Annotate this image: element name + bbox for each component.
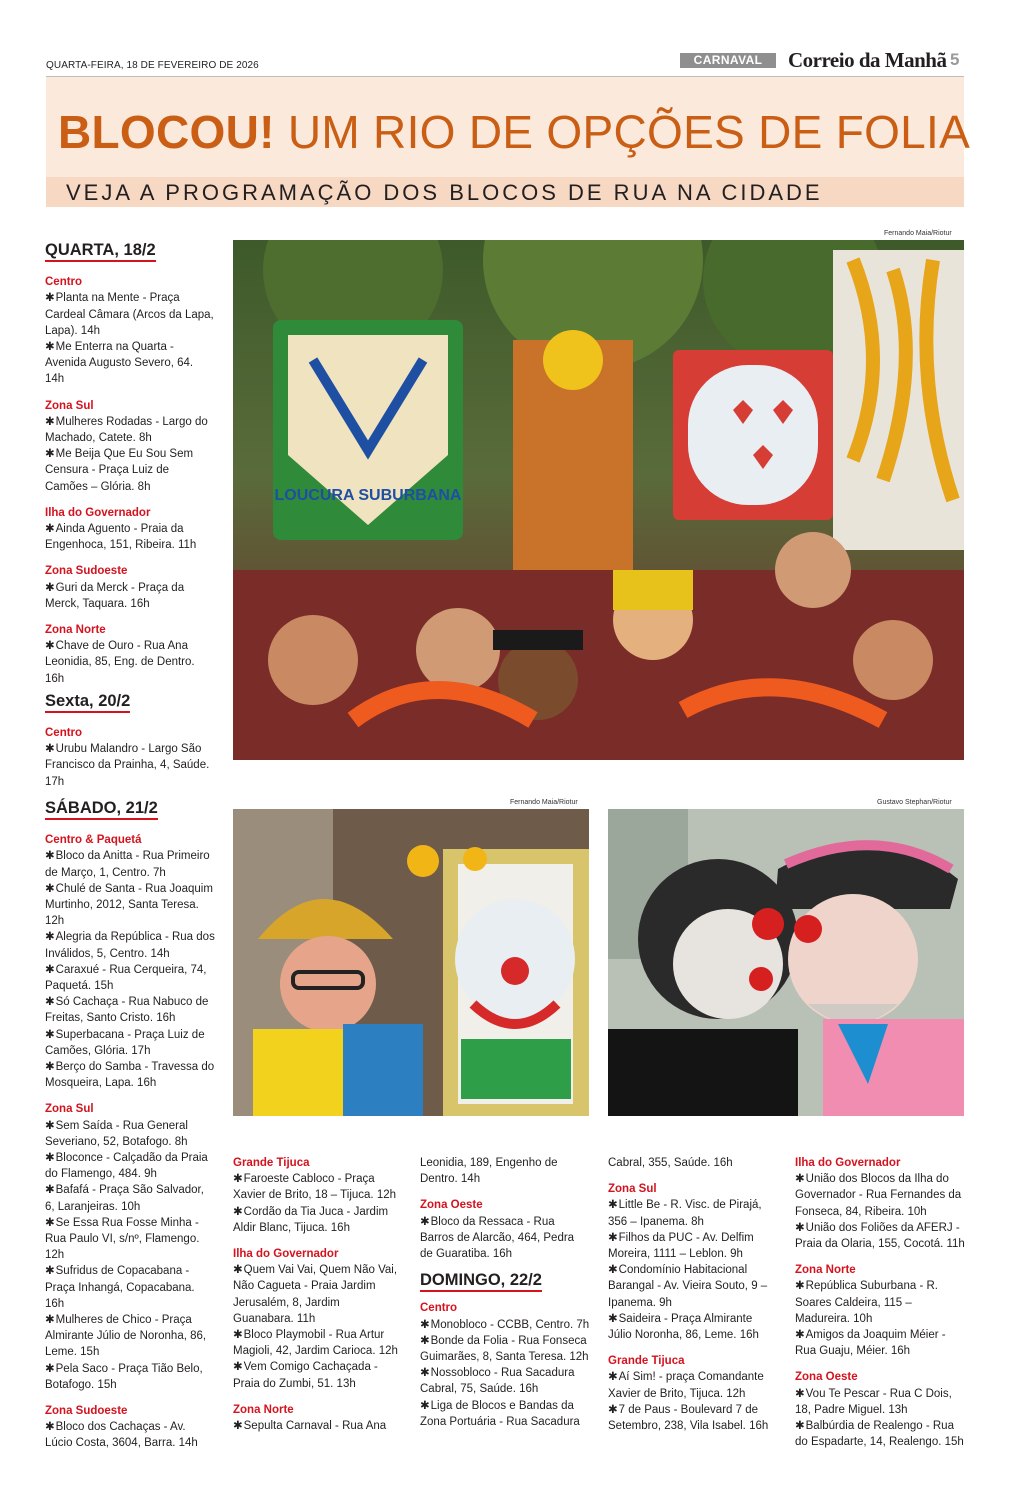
list-item: ✱7 de Paus - Boulevard 7 de Setembro, 238, Vila Isabel. 16h	[608, 1403, 769, 1433]
list-item: ✱Bloco dos Cachaças - Av. Lúcio Costa, 3604, Barra. 14h	[45, 1421, 198, 1450]
list-item: ✱Bonde da Folia - Rua Fonseca Guimarães, 8, Santa Teresa. 12h	[420, 1334, 589, 1364]
photo-credit-left: Fernando Maia/Riotur	[510, 799, 578, 806]
headline	[58, 103, 970, 161]
column-3	[420, 1155, 590, 1430]
day-heading: Sexta, 20/2	[45, 693, 130, 713]
list-item: ✱Bloconce - Calçadão da Praia do Flamengo, 484. 9h	[45, 1151, 208, 1181]
list-item: ✱Sem Saída - Rua General Severiano, 52, Botafogo. 8h	[45, 1119, 188, 1148]
column-5	[795, 1155, 965, 1450]
list-item: ✱Vou Te Pescar - Rua C Dois, 18, Padre Miguel. 13h	[795, 1387, 952, 1416]
list-item: ✱República Suburbana - R. Soares Caldeira, 115 – Madureira. 10h	[795, 1280, 938, 1325]
list-item: ✱Monobloco - CCBB, Centro. 7h	[420, 1318, 590, 1331]
region-heading: Zona Sul	[608, 1183, 657, 1196]
banner-text: LOUCURA SUBURBANA	[274, 487, 462, 504]
list-item: ✱Bloco da Anitta - Rua Primeiro de Março, 1, Centro. 7h	[45, 850, 210, 879]
list-item: ✱Saideira - Praça Almirante Júlio Noronha, 86, Leme. 16h	[608, 1312, 759, 1342]
page-number: 5	[950, 50, 960, 69]
list-item: ✱União dos Foliões da AFERJ - Praia da Olaria, 155, Cocotá. 11h	[795, 1221, 965, 1251]
region-heading: Centro & Paquetá	[45, 834, 142, 847]
headline-rest: UM RIO DE OPÇÕES DE FOLIA	[287, 106, 971, 158]
region-heading: Ilha do Governador	[795, 1157, 901, 1169]
list-item: ✱Condomínio Habitacional Barangal - Av. Vieira Souto, 9 – Ipanema. 9h	[608, 1264, 768, 1309]
region-heading: Zona Norte	[233, 1403, 294, 1416]
list-item: ✱Bloco Playmobil - Rua Artur Magioli, 42, Jardim Carioca. 12h	[233, 1329, 398, 1358]
list-item: ✱Chulé de Santa - Rua Joaquim Murtinho, 2012, Santa Teresa. 12h	[45, 882, 213, 928]
region-heading: Zona Norte	[45, 624, 106, 637]
list-item: ✱Alegria da República - Rua dos Inválidos, 5, Centro. 14h	[45, 931, 215, 960]
region-heading: Zona Sul	[45, 399, 94, 412]
list-item: ✱Cordão da Tia Juca - Jardim Aldir Blanc, Tijuca. 16h	[233, 1205, 389, 1234]
list-item: ✱Urubu Malandro - Largo São Francisco da Prainha, 4, Saúde. 17h	[45, 743, 210, 788]
region-heading: Zona Oeste	[795, 1371, 858, 1384]
main-photo	[233, 240, 964, 760]
list-item: ✱Amigos da Joaquim Méier - Rua Guaju, Méier. 16h	[795, 1329, 946, 1358]
list-item: ✱Bloco da Ressaca - Rua Barros de Alarcão, 464, Pedra de Guaratiba. 16h	[420, 1215, 575, 1261]
kiss-photo	[608, 809, 964, 1116]
list-item: ✱Me Enterra na Quarta - Avenida Augusto Severo, 64. 14h	[45, 341, 194, 386]
day-heading: DOMINGO, 22/2	[420, 1272, 542, 1292]
list-item: ✱Chave de Ouro - Rua Ana Leonidia, 85, Eng. de Dentro. 16h	[45, 640, 195, 685]
column-1	[45, 240, 215, 1452]
list-item: ✱Pela Saco - Praça Tião Belo, Botafogo. 15h	[45, 1362, 203, 1391]
subtitle: VEJA A PROGRAMAÇÃO DOS BLOCOS DE RUA NA CIDADE	[66, 180, 823, 205]
list-item: ✱Guri da Merck - Praça da Merck, Taquara. 16h	[45, 581, 185, 610]
region-heading: Grande Tijuca	[233, 1157, 310, 1169]
headline-highlight: BLOCOU!	[58, 106, 275, 158]
list-item: ✱Quem Vai Vai, Quem Não Vai, Não Cagueta - Praia Jardim Jerusalém, 8, Jardim Guanabara. 11h	[233, 1264, 398, 1325]
column-2	[233, 1155, 403, 1434]
list-item: ✱Sepulta Carnaval - Rua Ana	[233, 1420, 387, 1433]
region-heading: Ilha do Governador	[45, 506, 151, 519]
list-item: ✱União dos Blocos da Ilha do Governador - Rua Fernandes da Fonseca, 84, Ribeira. 10h	[795, 1173, 962, 1218]
list-item: ✱Bafafá - Praça São Salvador, 6, Laranjeiras. 10h	[45, 1184, 204, 1213]
list-item: ✱Aí Sim! - praça Comandante Xavier de Brito, Tijuca. 12h	[608, 1371, 764, 1400]
region-heading: Centro	[420, 1302, 458, 1315]
list-item: ✱Ainda Aguento - Praia da Engenhoca, 151, Ribeira. 11h	[45, 523, 197, 552]
list-item: ✱Me Beija Que Eu Sou Sem Censura - Praça Luiz de Camões – Glória. 8h	[45, 448, 194, 493]
list-item: ✱Mulheres Rodadas - Largo do Machado, Catete. 8h	[45, 415, 208, 445]
list-item: ✱Filhos da PUC - Av. Delfim Moreira, 1111 – Leblon. 9h	[608, 1231, 754, 1261]
issue-date: QUARTA-FEIRA, 18 DE FEVEREIRO DE 2026	[46, 60, 259, 71]
newspaper-name: Correio da Manhã	[788, 48, 947, 72]
list-item-continued: Leonidia, 189, Engenho de Dentro. 14h	[420, 1157, 558, 1186]
region-heading: Zona Sudoeste	[45, 565, 128, 578]
region-heading: Centro	[45, 727, 83, 740]
list-item: ✱Superbacana - Praça Luiz de Camões, Glória. 17h	[45, 1028, 205, 1057]
list-item: ✱Nossobloco - Rua Sacadura Cabral, 75, Saúde. 16h	[420, 1367, 575, 1396]
region-heading: Grande Tijuca	[608, 1355, 685, 1368]
list-item: ✱Faroeste Cabloco - Praça Xavier de Brito, 18 – Tijuca. 12h	[233, 1173, 397, 1202]
list-item: ✱Berço do Samba - Travessa do Mosqueira, Lapa. 16h	[45, 1060, 215, 1090]
region-heading: Ilha do Governador	[233, 1248, 339, 1261]
list-item: ✱Vem Comigo Cachaçada - Praia do Zumbi, 51. 13h	[233, 1361, 378, 1390]
region-heading: Zona Sudoeste	[45, 1405, 128, 1417]
day-heading: SÁBADO, 21/2	[45, 800, 158, 820]
region-heading: Centro	[45, 276, 83, 289]
list-item: ✱Caraxué - Rua Cerqueira, 74, Paquetá. 15h	[45, 963, 207, 992]
region-heading: Zona Oeste	[420, 1199, 483, 1212]
list-item: ✱Se Essa Rua Fosse Minha - Rua Paulo VI, s/nº, Flamengo. 12h	[45, 1216, 200, 1262]
region-heading: Zona Norte	[795, 1264, 856, 1277]
list-item: ✱Só Cachaça - Rua Nabuco de Freitas, Santo Cristo. 16h	[45, 996, 209, 1025]
list-item: ✱Mulheres de Chico - Praça Almirante Júlio de Noronha, 86, Leme. 15h	[45, 1313, 207, 1359]
column-4	[608, 1155, 778, 1434]
region-heading: Zona Sul	[45, 1103, 94, 1116]
photo-credit: Fernando Maia/Riotur	[884, 230, 952, 237]
list-item: ✱Balbúrdia de Realengo - Rua do Espadarte, 14, Realengo. 15h	[795, 1420, 964, 1449]
list-item: ✱Sufridus de Copacabana - Praça Inhangá, Copacabana. 16h	[45, 1265, 195, 1310]
photo-credit-right: Gustavo Stephan/Riotur	[877, 799, 952, 806]
section-tag: CARNAVAL	[680, 53, 776, 68]
list-item: ✱Liga de Blocos e Bandas da Zona Portuária - Rua Sacadura	[420, 1399, 580, 1428]
day-heading: QUARTA, 18/2	[45, 242, 156, 262]
clown-photo	[233, 809, 589, 1116]
list-item: ✱Planta na Mente - Praça Cardeal Câmara (Arcos da Lapa, Lapa). 14h	[45, 292, 214, 337]
list-item-continued: Cabral, 355, Saúde. 16h	[608, 1157, 733, 1169]
list-item: ✱Little Be - R. Visc. de Pirajá, 356 – Ipanema. 8h	[608, 1199, 762, 1228]
